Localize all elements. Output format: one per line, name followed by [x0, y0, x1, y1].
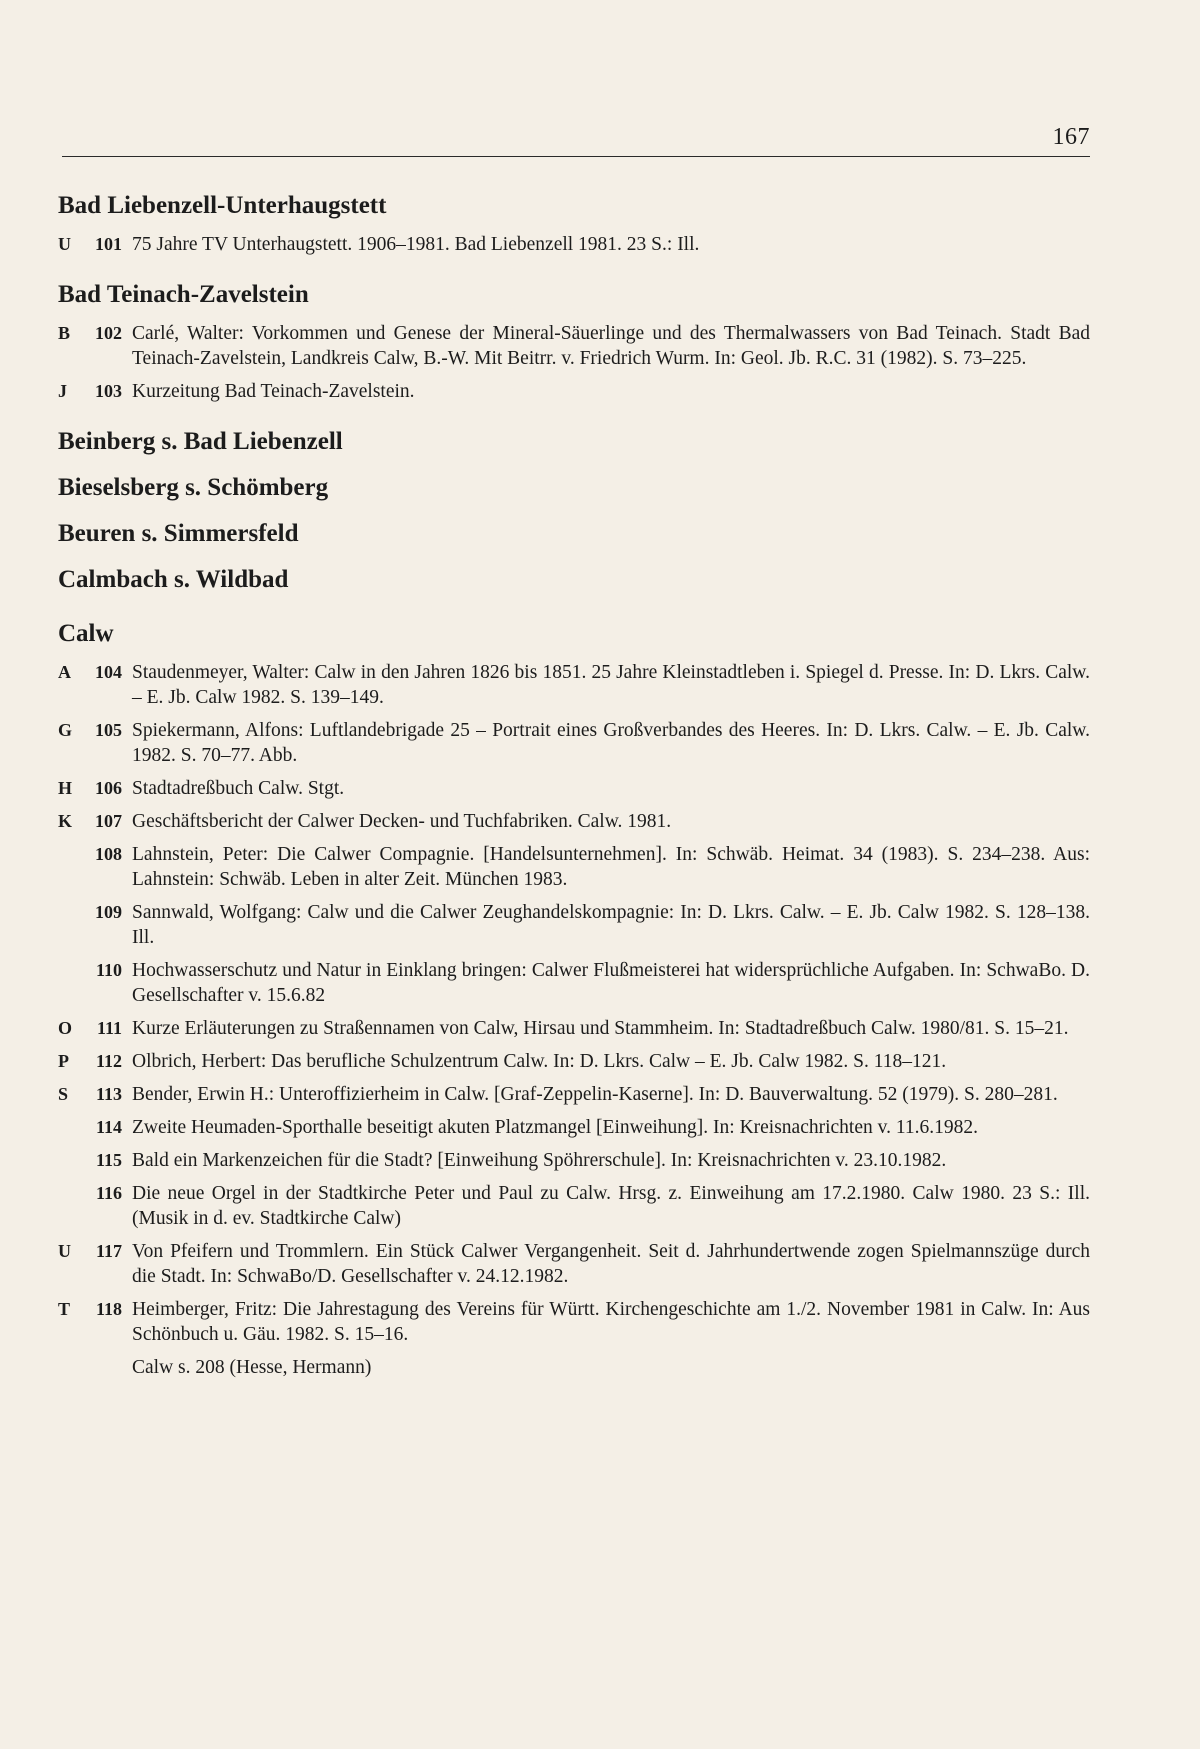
entry-number: 102 [95, 323, 122, 343]
entry-number: 118 [95, 1299, 122, 1319]
header-rule [62, 156, 1090, 157]
bibliography-entry [58, 958, 1090, 1008]
section-heading: Bad Teinach-Zavelstein [58, 281, 309, 308]
bibliography-entry [58, 660, 1090, 710]
entry-text: Carlé, Walter: Vorkommen und Genese der Mineral-Säuerlinge und des Thermalwassers von Bad Teinach. Stadt Bad Teinach-Zavelstein, Landkreis Calw, B.-W. Mit Beitrr. v. Friedrich Wurm. In: Geol. Jb. R.C. 31 (1982). S. 73–225. [132, 323, 1090, 369]
entry-category-code: P [58, 1051, 69, 1071]
entry-text: Olbrich, Herbert: Das berufliche Schulzentrum Calw. In: D. Lkrs. Calw – E. Jb. Calw 1982. S. 118–121. [132, 1051, 947, 1072]
entry-number: 113 [95, 1084, 122, 1104]
entry-category-code: K [58, 811, 73, 831]
section-heading: Beuren s. Simmersfeld [58, 520, 299, 547]
entry-text: Staudenmeyer, Walter: Calw in den Jahren 1826 bis 1851. 25 Jahre Kleinstadtleben i. Spiegel d. Presse. In: D. Lkrs. Calw. – E. Jb. Calw 1982. S. 139–149. [132, 662, 1090, 708]
section-heading: Bad Liebenzell-Unterhaugstett [58, 192, 387, 219]
entry-text: Stadtadreßbuch Calw. Stgt. [132, 778, 345, 799]
bibliography-entry [58, 1049, 1090, 1074]
entry-text: Kurzeitung Bad Teinach-Zavelstein. [132, 381, 415, 402]
section-heading: Calmbach s. Wildbad [58, 566, 289, 593]
entry-number: 117 [95, 1241, 122, 1261]
entry-category-code: G [58, 720, 73, 740]
bibliography-entry [58, 718, 1090, 768]
entry-text: Bald ein Markenzeichen für die Stadt? [Einweihung Spöhrerschule]. In: Kreisnachrichten v. 23.10.1982. [132, 1150, 947, 1171]
page-number: 167 [1052, 124, 1090, 150]
bibliography-entry [58, 900, 1090, 950]
entry-category-code: T [58, 1299, 71, 1319]
section-heading: Calw [58, 620, 114, 647]
entry-text: Heimberger, Fritz: Die Jahrestagung des Vereins für Württ. Kirchengeschichte am 1./2. November 1981 in Calw. In: Aus Schönbuch u. Gäu. 1982. S. 15–16. [132, 1299, 1090, 1345]
bibliography-entry [58, 379, 1090, 404]
entry-text: Von Pfeifern und Trommlern. Ein Stück Calwer Vergangenheit. Seit d. Jahrhundertwende zogen Spielmannszüge durch die Stadt. In: SchwaBo/D. Gesellschafter v. 24.12.1982. [132, 1241, 1090, 1287]
entry-category-code: O [58, 1018, 73, 1038]
entry-text: 75 Jahre TV Unterhaugstett. 1906–1981. Bad Liebenzell 1981. 23 S.: Ill. [132, 234, 700, 255]
entry-number: 115 [95, 1150, 122, 1170]
bibliography-entry [58, 1239, 1090, 1289]
entry-number: 114 [95, 1117, 122, 1137]
bibliography-entry [58, 1181, 1090, 1231]
section-heading: Bieselsberg s. Schömberg [58, 474, 329, 501]
bibliography-entry [58, 1016, 1090, 1041]
cross-reference-note: Calw s. 208 (Hesse, Hermann) [132, 1357, 372, 1378]
entry-category-code: U [58, 234, 71, 254]
entry-category-code: S [58, 1084, 69, 1104]
bibliography-entry [58, 321, 1090, 371]
bibliography-entry [58, 1148, 1090, 1173]
entry-category-code: U [58, 1241, 71, 1261]
bibliography-entry [58, 1115, 1090, 1140]
entry-number: 104 [95, 662, 122, 682]
entry-number: 116 [95, 1183, 122, 1203]
section-heading: Beinberg s. Bad Liebenzell [58, 428, 343, 455]
entry-category-code: A [58, 662, 71, 682]
entry-category-code: H [58, 778, 73, 798]
entry-number: 101 [95, 234, 122, 254]
entry-category-code: J [58, 381, 67, 401]
bibliography-entry [58, 776, 1090, 801]
entry-text: Bender, Erwin H.: Unteroffizierheim in Calw. [Graf-Zeppelin-Kaserne]. In: D. Bauverwaltung. 52 (1979). S. 280–281. [132, 1084, 1058, 1105]
entry-number: 108 [95, 844, 122, 864]
entry-number: 106 [95, 778, 122, 798]
bibliography-entry [58, 842, 1090, 892]
entry-number: 112 [95, 1051, 122, 1071]
entry-text: Hochwasserschutz und Natur in Einklang bringen: Calwer Flußmeisterei hat widersprüchliche Aufgaben. In: SchwaBo. D. Gesellschafter v. 15.6.82 [132, 960, 1090, 1006]
entry-text: Sannwald, Wolfgang: Calw und die Calwer Zeughandelskompagnie: In: D. Lkrs. Calw. – E. Jb. Calw 1982. S. 128–138. Ill. [132, 902, 1090, 948]
entry-number: 111 [96, 1018, 122, 1038]
entry-text: Zweite Heumaden-Sporthalle beseitigt akuten Platzmangel [Einweihung]. In: Kreisnachrichten v. 11.6.1982. [132, 1117, 979, 1138]
entry-category-code: B [58, 323, 71, 343]
bibliography-content [58, 190, 1090, 1380]
entry-text: Lahnstein, Peter: Die Calwer Compagnie. [Handelsunternehmen]. In: Schwäb. Heimat. 34 (1983). S. 234–238. Aus: Lahnstein: Schwäb. Leben in alter Zeit. München 1983. [132, 844, 1090, 890]
bibliography-entry [58, 1082, 1090, 1107]
entry-number: 103 [95, 381, 122, 401]
bibliography-entry [58, 232, 1090, 257]
entry-number: 109 [95, 902, 122, 922]
bibliography-entry [58, 809, 1090, 834]
entry-text: Die neue Orgel in der Stadtkirche Peter und Paul zu Calw. Hrsg. z. Einweihung am 17.2.1980. Calw 1980. 23 S.: Ill. (Musik in d. ev. Stadtkirche Calw) [132, 1183, 1090, 1229]
entry-number: 105 [95, 720, 122, 740]
bibliography-entry [58, 1297, 1090, 1347]
entry-text: Spiekermann, Alfons: Luftlandebrigade 25 – Portrait eines Großverbandes des Heeres. In: D. Lkrs. Calw. – E. Jb. Calw. 1982. S. 70–77. Abb. [132, 720, 1090, 766]
entry-number: 110 [95, 960, 122, 980]
entry-text: Kurze Erläuterungen zu Straßennamen von Calw, Hirsau und Stammheim. In: Stadtadreßbuch Calw. 1980/81. S. 15–21. [132, 1018, 1069, 1039]
entry-number: 107 [95, 811, 122, 831]
entry-text: Geschäftsbericht der Calwer Decken- und Tuchfabriken. Calw. 1981. [132, 811, 672, 832]
